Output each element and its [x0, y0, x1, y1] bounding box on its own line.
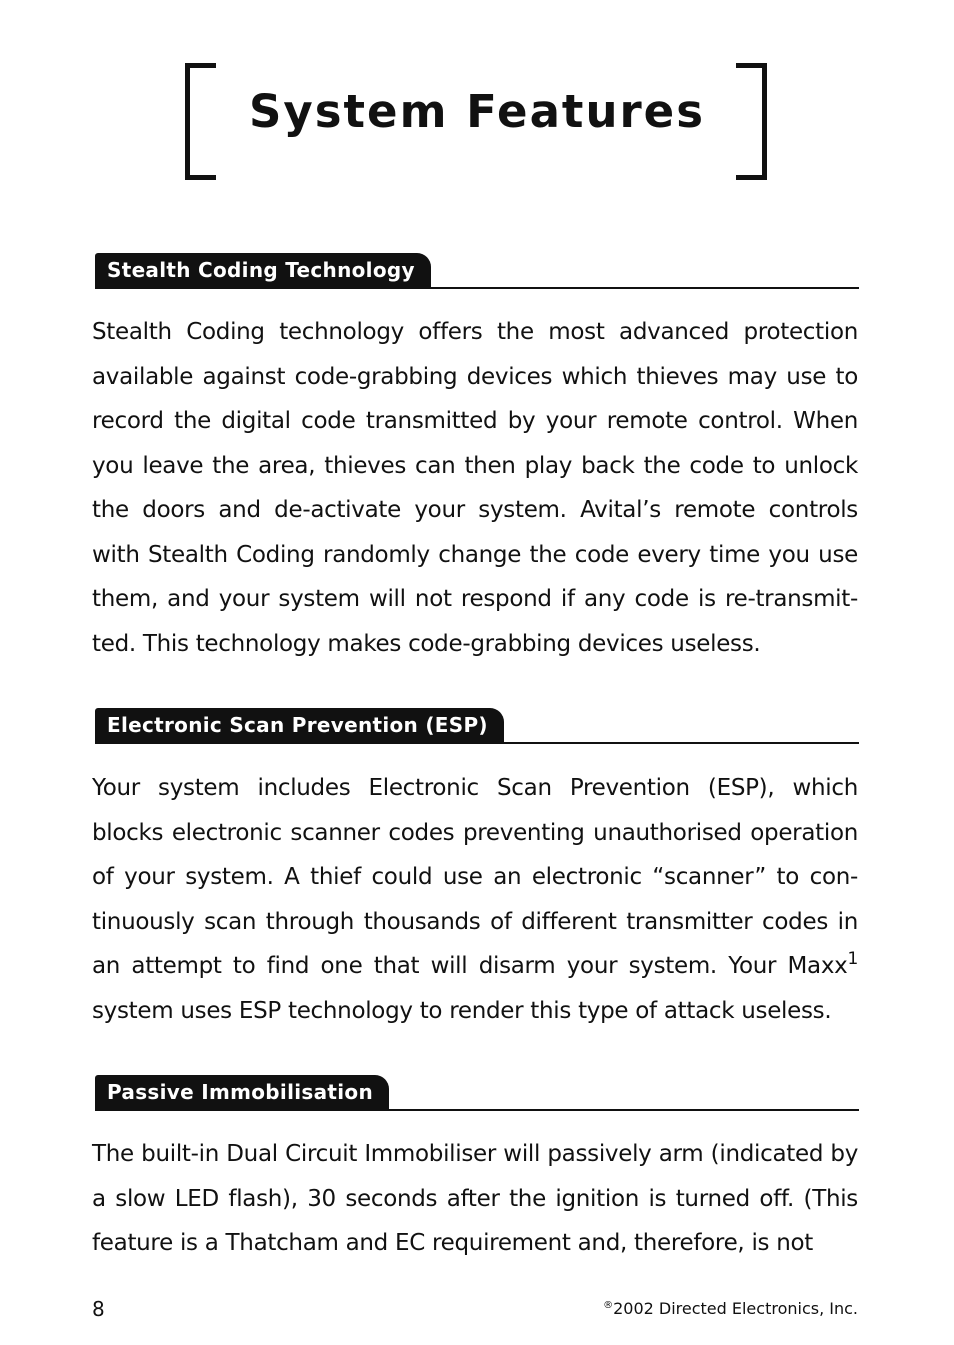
section-header-passive-immobilisation [95, 1073, 859, 1111]
copyright-text: 2002 Directed Electronics, Inc. [613, 1299, 858, 1318]
passive-immobilisation-paragraph: The built-in Dual Circuit Immobiliser will passively arm (indicated by a slow LED flash), 30 seconds after the ignition is turned off. (This feature is a Thatcham and EC requirement and, therefore, is not [92, 1141, 858, 1256]
section-heading: Passive Immobilisation [95, 1075, 389, 1109]
section-heading: Electronic Scan Prevention (ESP) [95, 708, 504, 742]
page-number: 8 [92, 1297, 105, 1321]
section-header-esp [95, 706, 859, 744]
page-title: System Features [249, 85, 705, 138]
section-header-stealth-coding [95, 251, 859, 289]
copyright-notice [603, 1298, 858, 1320]
model-superscript: 1 [847, 949, 858, 969]
section-heading: Stealth Coding Technology [95, 253, 431, 287]
registered-mark: ® [603, 1300, 614, 1311]
esp-text-part-1: Your system includes Electronic Scan Prevention (ESP), which blocks electronic scanner codes preventing unauthorised operation of your system. A thief could use an electronic “scanner” to con-tinuously scan through thousands of different transmitter codes in an attempt to find one that will disarm your system. Your Maxx [92, 775, 858, 979]
esp-paragraph [92, 766, 858, 1033]
stealth-coding-paragraph: Stealth Coding technology offers the most advanced protection available against code-grabbing devices which thieves may use to record the digital code transmitted by your remote control. When you leave the area, thieves can then play back the code to unlock the doors and de-activate your system. Avital’s remote controls with Stealth Coding randomly change the code every time you use them, and your system will not respond if any code is re-transmit-ted. This technology makes code-grabbing devices useless. [92, 319, 858, 657]
esp-text-part-2: system uses ESP technology to render this type of attack useless. [92, 997, 832, 1024]
